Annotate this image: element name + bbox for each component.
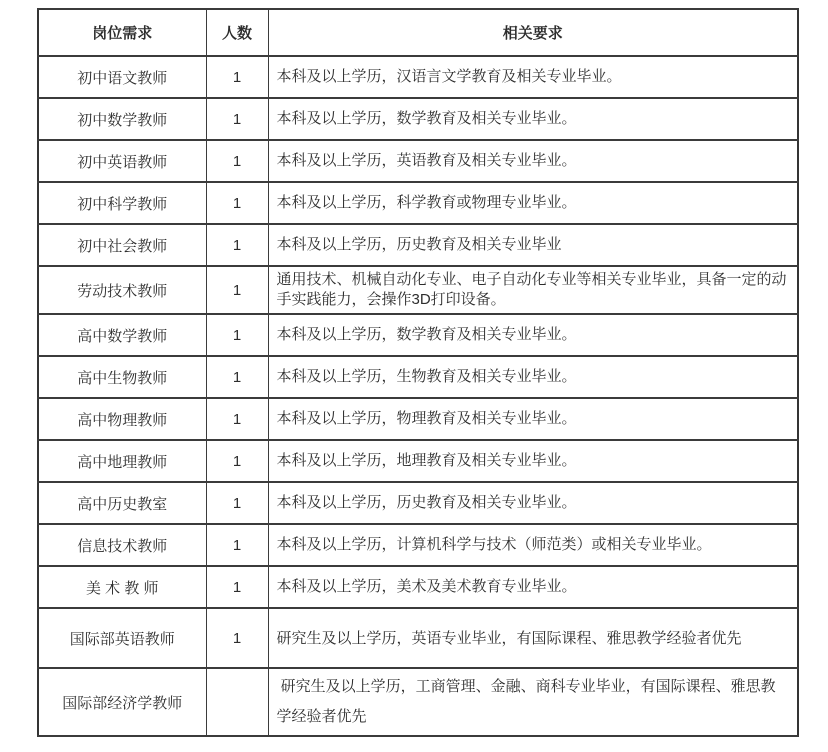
requirement-cell: 本科及以上学历，美术及美术教育专业毕业。 bbox=[268, 566, 798, 608]
position-cell: 高中数学教师 bbox=[38, 314, 206, 356]
table-row bbox=[38, 56, 798, 98]
count-cell: 1 bbox=[206, 356, 268, 398]
requirement-cell: 本科及以上学历，地理教育及相关专业毕业。 bbox=[268, 440, 798, 482]
table-row bbox=[38, 182, 798, 224]
table-row bbox=[38, 266, 798, 314]
position-cell: 国际部英语教师 bbox=[38, 608, 206, 668]
table-row bbox=[38, 356, 798, 398]
table-row bbox=[38, 608, 798, 668]
count-cell: 1 bbox=[206, 266, 268, 314]
count-cell: 1 bbox=[206, 440, 268, 482]
table-row bbox=[38, 524, 798, 566]
count-cell: 1 bbox=[206, 98, 268, 140]
count-cell: 1 bbox=[206, 524, 268, 566]
requirement-cell: 本科及以上学历，科学教育或物理专业毕业。 bbox=[268, 182, 798, 224]
table-header-row bbox=[38, 9, 798, 56]
requirement-cell: 本科及以上学历，计算机科学与技术（师范类）或相关专业毕业。 bbox=[268, 524, 798, 566]
table-row bbox=[38, 668, 798, 736]
table-row bbox=[38, 566, 798, 608]
position-cell: 初中社会教师 bbox=[38, 224, 206, 266]
requirement-cell: 研究生及以上学历，工商管理、金融、商科专业毕业，有国际课程、雅思教学经验者优先 bbox=[268, 668, 798, 736]
requirement-cell: 本科及以上学历，数学教育及相关专业毕业。 bbox=[268, 98, 798, 140]
requirement-cell: 本科及以上学历，数学教育及相关专业毕业。 bbox=[268, 314, 798, 356]
requirement-cell: 本科及以上学历，英语教育及相关专业毕业。 bbox=[268, 140, 798, 182]
requirement-cell: 本科及以上学历，历史教育及相关专业毕业 bbox=[268, 224, 798, 266]
position-cell: 高中物理教师 bbox=[38, 398, 206, 440]
requirement-cell: 本科及以上学历，生物教育及相关专业毕业。 bbox=[268, 356, 798, 398]
header-position: 岗位需求 bbox=[38, 9, 206, 56]
position-cell: 国际部经济学教师 bbox=[38, 668, 206, 736]
table-row bbox=[38, 140, 798, 182]
table-row bbox=[38, 98, 798, 140]
position-cell: 初中英语教师 bbox=[38, 140, 206, 182]
position-cell: 初中数学教师 bbox=[38, 98, 206, 140]
position-cell: 高中地理教师 bbox=[38, 440, 206, 482]
table-row bbox=[38, 440, 798, 482]
position-cell: 高中生物教师 bbox=[38, 356, 206, 398]
requirement-cell: 通用技术、机械自动化专业、电子自动化专业等相关专业毕业，具备一定的动手实践能力，会操作3D打印设备。 bbox=[268, 266, 798, 314]
requirement-cell: 本科及以上学历，汉语言文学教育及相关专业毕业。 bbox=[268, 56, 798, 98]
header-count: 人数 bbox=[206, 9, 268, 56]
count-cell: 1 bbox=[206, 566, 268, 608]
count-cell: 1 bbox=[206, 398, 268, 440]
recruitment-table bbox=[37, 8, 799, 737]
position-cell: 美 术 教 师 bbox=[38, 566, 206, 608]
position-cell: 信息技术教师 bbox=[38, 524, 206, 566]
position-cell: 劳动技术教师 bbox=[38, 266, 206, 314]
position-cell: 初中语文教师 bbox=[38, 56, 206, 98]
requirement-cell: 本科及以上学历，物理教育及相关专业毕业。 bbox=[268, 398, 798, 440]
table-row bbox=[38, 314, 798, 356]
table-row bbox=[38, 398, 798, 440]
requirement-cell: 本科及以上学历，历史教育及相关专业毕业。 bbox=[268, 482, 798, 524]
table-row bbox=[38, 482, 798, 524]
count-cell: 1 bbox=[206, 56, 268, 98]
position-cell: 初中科学教师 bbox=[38, 182, 206, 224]
count-cell bbox=[206, 668, 268, 736]
position-cell: 高中历史教室 bbox=[38, 482, 206, 524]
header-requirement: 相关要求 bbox=[268, 9, 798, 56]
count-cell: 1 bbox=[206, 182, 268, 224]
count-cell: 1 bbox=[206, 314, 268, 356]
count-cell: 1 bbox=[206, 608, 268, 668]
count-cell: 1 bbox=[206, 140, 268, 182]
count-cell: 1 bbox=[206, 482, 268, 524]
requirement-cell: 研究生及以上学历，英语专业毕业，有国际课程、雅思教学经验者优先 bbox=[268, 608, 798, 668]
count-cell: 1 bbox=[206, 224, 268, 266]
table-row bbox=[38, 224, 798, 266]
